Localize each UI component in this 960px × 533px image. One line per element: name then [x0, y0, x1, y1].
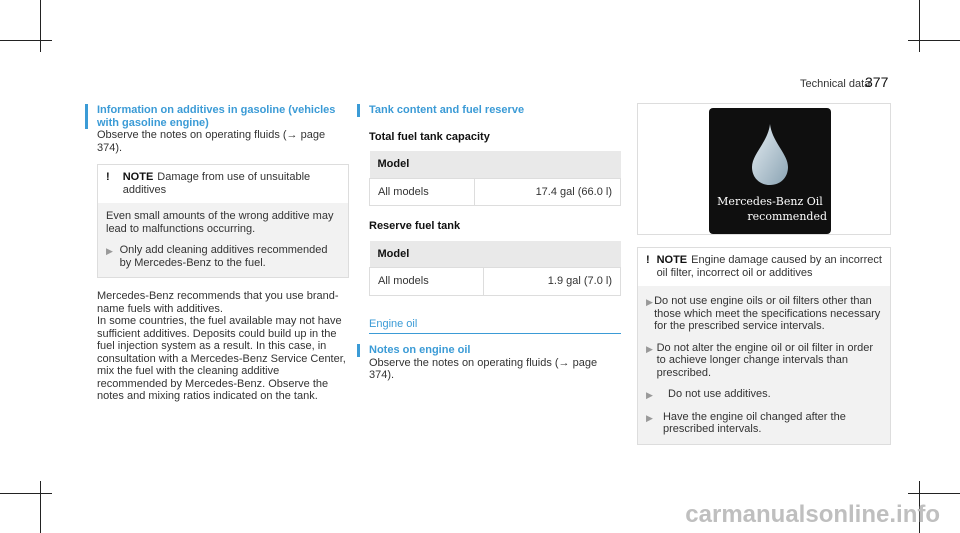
- step-arrow-icon: ▶: [106, 246, 113, 256]
- paragraph: Mercedes-Benz recommends that you use brand-name fuels with additives.: [97, 290, 339, 315]
- note-label: NOTE: [656, 254, 688, 266]
- note-text: Damage from use of unsuitable additives: [122, 171, 311, 196]
- column-middle: [369, 104, 621, 382]
- table-cell-value: 17.4 gal (66.0 l): [475, 178, 621, 206]
- crop-mark: [908, 493, 960, 494]
- tank-capacity-title: Total fuel tank capacity: [369, 130, 490, 143]
- step-text: Do not use additives.: [668, 388, 771, 400]
- crop-mark: [0, 493, 52, 494]
- crop-mark: [0, 40, 52, 41]
- section-title-tank: Tank content and fuel reserve: [357, 104, 621, 117]
- table-header: Model: [370, 151, 621, 178]
- note-label: NOTE: [122, 171, 154, 183]
- table-cell-model: All models: [370, 268, 484, 296]
- note-box: [97, 164, 349, 278]
- step-text: Only add cleaning additives recommended by Mercedes-Benz to the fuel.: [119, 244, 328, 269]
- running-header-title: Technical data: [800, 78, 871, 90]
- crop-mark: [40, 0, 41, 52]
- intro-text: Observe the notes on operating fluids (→ page 374).: [97, 129, 326, 154]
- warning-icon: !: [646, 254, 650, 266]
- crop-mark: [908, 40, 960, 41]
- step-text: Do not alter the engine oil or oil filter in order to achieve longer change intervals than prescribed.: [656, 341, 874, 379]
- step-text: Do not use engine oils or oil filters other than those which meet the specifications necessary for the prescribed service intervals.: [654, 295, 881, 332]
- image-box: [637, 103, 891, 235]
- step-arrow-icon: ▶: [646, 412, 653, 423]
- note-box: [637, 247, 891, 445]
- table-header: Model: [370, 241, 621, 268]
- watermark-text: carmanualsonline.info: [685, 501, 940, 528]
- column-left: [97, 104, 349, 403]
- step-arrow-icon: ▶: [646, 343, 653, 354]
- warning-icon: !: [106, 171, 110, 183]
- notes-engine-oil-title: Notes on engine oil: [357, 344, 621, 357]
- page-number: 377: [865, 74, 889, 90]
- tank-capacity-table: [369, 151, 621, 206]
- step-text: Have the engine oil changed after the prescribed intervals.: [662, 410, 846, 435]
- logo-line2: recommended: [747, 210, 827, 223]
- crop-mark: [919, 0, 920, 52]
- step-arrow-icon: ▶: [646, 390, 653, 400]
- reserve-tank-title: Reserve fuel tank: [369, 220, 461, 232]
- oil-drop-icon: [750, 124, 790, 186]
- notes-engine-oil-text: Observe the notes on operating fluids (→ page 374).: [369, 356, 598, 381]
- paragraph: In some countries, the fuel available may not have sufficient additives. Deposits could build up in the fuel injection system as a result. In this case, in consultation with a Mercedes-Benz Service Center, mix the fuel with the cleaning additive recommended by Mercedes-Benz. Observe the notes and mixing ratios indicated on the tank.: [97, 315, 346, 402]
- step-arrow-icon: ▶: [646, 297, 653, 307]
- table-cell-model: All models: [370, 178, 475, 206]
- table-cell-value: 1.9 gal (7.0 l): [484, 268, 621, 296]
- section-title-additives: Information on additives in gasoline (vehicles with gasoline engine): [85, 104, 349, 129]
- note-text: Engine damage caused by an incorrect oil filter, incorrect oil or additives: [656, 254, 882, 279]
- engine-oil-heading: Engine oil: [369, 318, 621, 335]
- note-body-text: Even small amounts of the wrong additive may lead to malfunctions occurring.: [106, 210, 334, 235]
- mercedes-oil-logo: [709, 108, 831, 234]
- logo-line1: Mercedes-Benz Oil: [717, 195, 823, 208]
- crop-mark: [40, 481, 41, 533]
- column-right: [637, 103, 891, 445]
- reserve-tank-table: [369, 241, 621, 296]
